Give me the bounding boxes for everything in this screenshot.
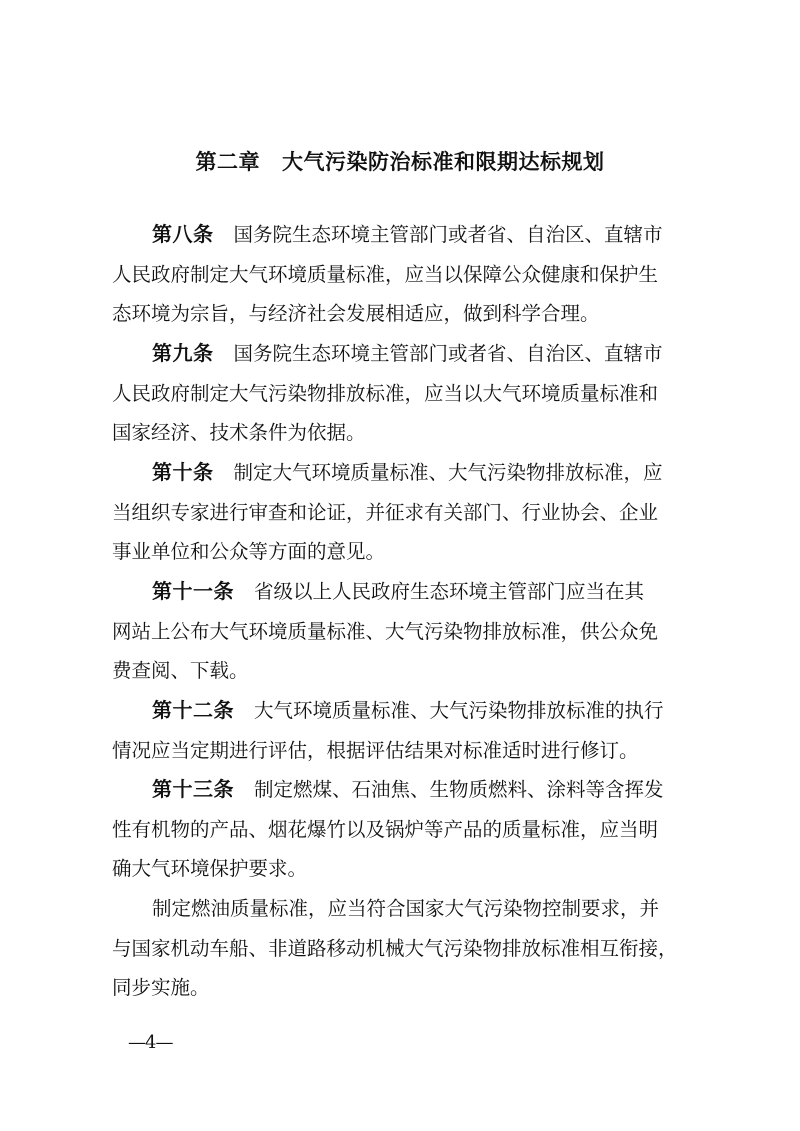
- article-text-line: 费查阅、下载。: [112, 659, 249, 682]
- article-text-line: 性有机物的产品、烟花爆竹以及锅炉等产品的质量标准，应当明: [112, 817, 659, 841]
- article-text-line: 同步实施。: [112, 976, 210, 999]
- article-text-line: 制定大气环境质量标准、大气污染物排放标准，应: [233, 461, 663, 484]
- article-text-line: 确大气环境保护要求。: [112, 857, 308, 880]
- article-text-line: 制定燃煤、石油焦、生物质燃料、涂料等含挥发: [254, 778, 664, 801]
- article-label: 第八条: [152, 222, 214, 246]
- article-text-line: 省级以上人民政府生态环境主管部门应当在其: [254, 580, 645, 603]
- article-text-line: 大气环境质量标准、大气污染物排放标准的执行: [254, 699, 664, 722]
- article-text-line: 国家经济、技术条件为依据。: [112, 421, 366, 444]
- article-label: 第十三条: [152, 777, 234, 801]
- article-text-line: 人民政府制定大气污染物排放标准，应当以大气环境质量标准和: [112, 381, 659, 405]
- article-text-line: 事业单位和公众等方面的意见。: [112, 540, 386, 563]
- article-label: 第十一条: [152, 579, 234, 603]
- article-text-line: 人民政府制定大气环境质量标准，应当以保障公众健康和保护生: [112, 262, 659, 286]
- article-label: 第十二条: [152, 698, 234, 722]
- chapter-heading: [0, 146, 800, 178]
- article-label: 第十条: [152, 460, 214, 484]
- article-text-line: 与国家机动车船、非道路移动机械大气污染物排放标准相互衔接，: [112, 936, 678, 960]
- article-text-line: 情况应当定期进行评估，根据评估结果对标准适时进行修订。: [112, 738, 639, 762]
- article-text-line: 网站上公布大气环境质量标准、大气污染物排放标准，供公众免: [112, 619, 659, 643]
- article-text-line: 制定燃油质量标准，应当符合国家大气污染物控制要求，并: [152, 897, 660, 920]
- article-label: 第九条: [152, 341, 214, 365]
- chapter-number: 第二章: [195, 150, 260, 174]
- article-text-line: 国务院生态环境主管部门或者省、自治区、直辖市: [233, 342, 663, 365]
- article-text-line: 态环境为宗旨，与经济社会发展相适应，做到科学合理。: [112, 302, 600, 325]
- article-text-line: 当组织专家进行审查和论证，并征求有关部门、行业协会、企业: [112, 500, 659, 524]
- page-number: —4—: [128, 1032, 173, 1053]
- chapter-title: 大气污染防治标准和限期达标规划: [282, 150, 605, 174]
- article-text-line: 国务院生态环境主管部门或者省、自治区、直辖市: [233, 223, 663, 246]
